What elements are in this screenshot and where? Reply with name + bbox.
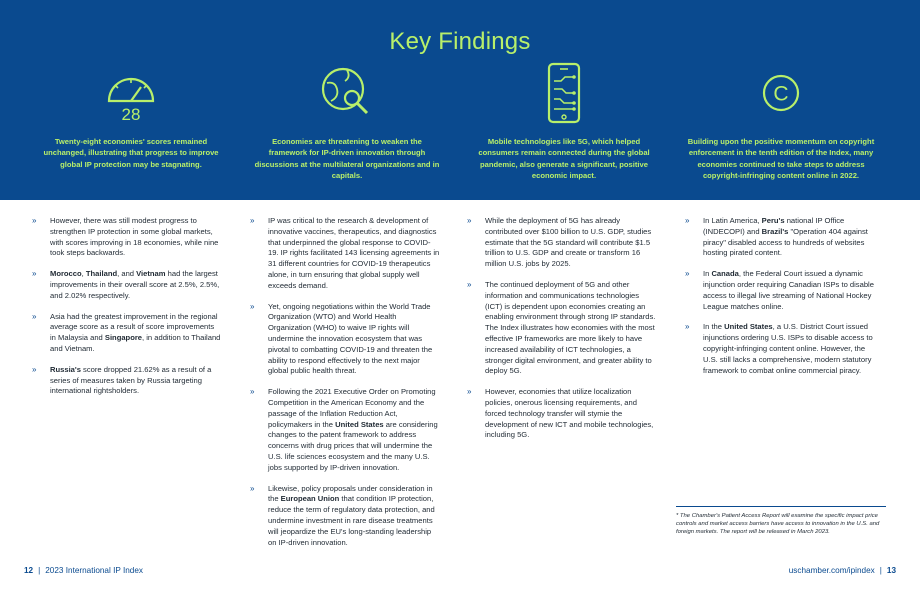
bullet-marker: » [467, 279, 472, 289]
website-link[interactable]: uschamber.com/ipindex [788, 566, 875, 575]
bullet-text: , in addition to Thailand and Vietnam. [50, 333, 221, 353]
finding-card-copyright [686, 60, 876, 182]
bullet-emphasis: Singapore [104, 333, 143, 343]
bullet-marker: » [250, 387, 255, 397]
bullet-item [32, 269, 222, 301]
bullet-item [250, 387, 440, 473]
bullet-text: However, there was still modest progress to strengthen IP protection in some global markets, with scores improving in 18 economies, while nine took steps backwards. [50, 216, 219, 258]
bullet-text: Asia had the greatest improvement in the regional average score as a result of score improvements in Malaysia and [50, 311, 218, 343]
bullet-emphasis: European Union [280, 494, 340, 504]
bullet-marker: » [32, 269, 37, 279]
bullet-marker: » [685, 269, 690, 279]
bullet-marker: » [32, 216, 37, 225]
bullet-emphasis: Thailand [85, 269, 118, 279]
bullet-item [685, 322, 875, 376]
footer-separator: | [879, 566, 882, 575]
bullet-text: , and [117, 269, 137, 279]
bullet-emphasis: Brazil's [761, 226, 789, 236]
bullet-marker: » [250, 301, 255, 311]
finding-card-mobile [469, 60, 659, 182]
bullet-emphasis: Vietnam [136, 269, 166, 279]
page-number-right: 13 [886, 566, 896, 575]
column-mobile-5g [467, 216, 657, 451]
copyright-letter: C [773, 82, 789, 106]
finding-summary: Economies are threatening to weaken the framework for IP-driven innovation through discussions at the multilateral organizations and in capitals. [254, 137, 440, 181]
bullet-emphasis: United States [724, 322, 773, 332]
bullet-item [467, 387, 657, 441]
bullet-text: However, economies that utilize localization policies, onerous licensing requirements, and forced technology transfer will stymie the development of new ICT and mobile technologies, including 5G. [485, 387, 654, 440]
bullet-text: Following the 2021 Executive Order on Promoting Competition in the American Economy and the passage of the Inflation Reduction Act, policymakers in the [268, 387, 436, 429]
bullet-item [685, 216, 875, 259]
bullet-text: , [81, 269, 86, 279]
bullet-item [250, 216, 440, 292]
bullet-emphasis: Canada [711, 269, 739, 279]
page-number-left: 12 [24, 566, 34, 575]
publication-title: 2023 International IP Index [45, 566, 143, 575]
bullet-item [32, 312, 222, 355]
finding-summary: Mobile technologies like 5G, which helped consumers remain connected during the global pandemic, also generate a significant, positive economic impact. [478, 137, 650, 181]
footer-left [24, 566, 143, 575]
finding-card-framework [252, 60, 442, 182]
bullet-text: In [703, 269, 712, 279]
footnote-divider [676, 506, 886, 507]
bullet-marker: » [32, 311, 37, 321]
bullet-text: The continued deployment of 5G and other information and communications technologies (ICT) is dependent upon economies creating an enabling environment through strong IP standards. The Index illustrates how economies with the most effective IP frameworks are more likely to have increased availability of ICT technologies, a stronger digital environment, and greater ability to deploy 5G. [485, 279, 656, 376]
bullet-text: are considering changes to the patent framework to address concerns with drug prices that will undermine the U.S. life sciences ecosystem and the many U.S. jobs supported by IP-driven innovation. [268, 419, 438, 472]
finding-summary: Building upon the positive momentum on copyright enforcement in the tenth edition of the Index, many economies continued to take steps to address copyright-infringing content online in 2022. [687, 137, 875, 181]
column-ip-scores [32, 216, 222, 407]
bullet-item [32, 216, 222, 259]
bullet-marker: » [32, 364, 37, 374]
bullet-text: In the [703, 322, 725, 332]
mobile-circuit-icon [534, 61, 594, 125]
bullet-emphasis: Russia's [50, 364, 81, 374]
footnote: * The Chamber's Patient Access Report will examine the specific impact price controls and market access barriers have access to innovation in the U.S. and foreign markets. The report will be released in March 2023. [676, 513, 880, 535]
bullet-text: score dropped 21.62% as a result of a series of measures taken by Russia targeting international rightsholders. [50, 364, 212, 396]
bullet-emphasis: Morocco [50, 269, 82, 279]
bullet-item [467, 216, 657, 270]
page-title: Key Findings [389, 28, 531, 55]
column-ip-framework [250, 216, 440, 558]
column-copyright [685, 216, 875, 386]
bullet-item [250, 484, 440, 549]
bullet-marker: » [467, 387, 472, 397]
bullet-marker: » [250, 483, 255, 493]
gauge-icon [101, 63, 161, 123]
bullet-text: , a U.S. District Court issued injunctions ordering U.S. ISPs to disable access to copyright-infringing content online. However, the U.S. still lacks a comprehensive, modern statutory framework to combat online commercial piracy. [703, 322, 873, 375]
finding-card-scores [36, 60, 226, 170]
bullet-text: national IP Office (INDECOPI) and [703, 216, 845, 236]
copyright-icon [751, 63, 811, 123]
footer-right [789, 566, 896, 575]
bullet-text: While the deployment of 5G has already contributed over $100 billion to U.S. GDP, studies estimate that the 5G standard will contribute $1.5 trillion to U.S. GDP and create or transform 16 million U.S. jobs by 2025. [485, 216, 652, 269]
finding-summary: Twenty-eight economies' scores remained unchanged, illustrating that progress to improve global IP protection may be stagnating. [43, 137, 219, 169]
bullet-text: In Latin America, [703, 216, 762, 225]
bullet-emphasis: Peru's [761, 216, 785, 225]
bullet-text: , the Federal Court issued a dynamic injunction order requiring Canadian ISPs to disable access to illegal live streaming of National Hockey League matches online. [703, 269, 874, 311]
globe-search-icon [317, 63, 377, 123]
bullet-marker: » [685, 322, 690, 332]
bullet-marker: » [685, 216, 690, 225]
bullet-item [685, 269, 875, 312]
bullet-marker: » [467, 216, 472, 225]
bullet-text: had the largest improvements in their overall score at 2.5%, 2.5%, and 2.02% respectively. [50, 269, 220, 300]
key-findings-banner [0, 0, 920, 200]
gauge-number: 28 [121, 105, 141, 123]
bullet-item [250, 302, 440, 378]
bullet-text: Yet, ongoing negotiations within the World Trade Organization (WTO) and World Health Organization (WHO) to waive IP rights will undermine the innovation ecosystem that was pivotal to combatting COVID-19 and threaten the ability to respond effectively to the next major global public health threat. [268, 301, 433, 376]
bullet-emphasis: United States [335, 419, 384, 429]
bullet-text: Likewise, policy proposals under consideration in the [268, 483, 433, 504]
footer-separator: | [38, 566, 41, 575]
bullet-item [467, 280, 657, 377]
bullet-item [32, 365, 222, 397]
bullet-text: "Operation 404 against piracy" disabled access to hundreds of websites hosting pirated content. [703, 226, 868, 258]
bullet-marker: » [250, 216, 255, 225]
bullet-text: that condition IP protection, reduce the term of regulatory data protection, and undermine investment in rare disease treatments will jeopardize the EU's long-standing leadership on IP-driven innovation. [268, 494, 435, 547]
bullet-text: IP was critical to the research & development of innovative vaccines, therapeutics, and diagnostics that underpinned the global response to COVID-19. IP rights facilitated 143 licensing agreements in 31 different countries for COVID-19 therapeutics alone, in turn ensuring that global supply well exceeds demand. [268, 216, 440, 290]
